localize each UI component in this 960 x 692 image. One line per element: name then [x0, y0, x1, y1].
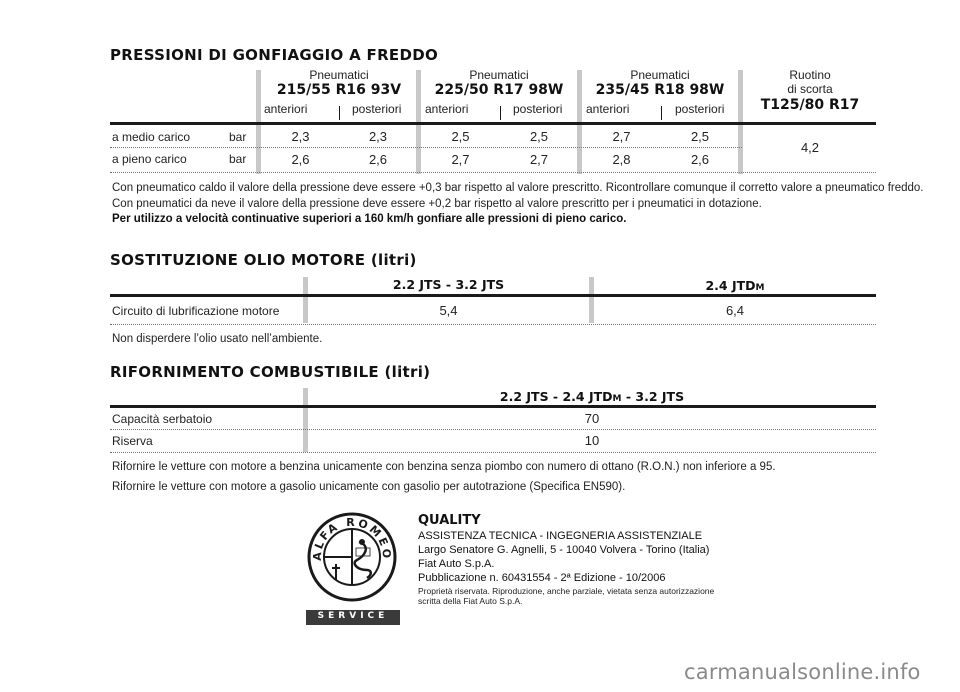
- spare-head: Ruotino: [789, 68, 831, 82]
- pressure-value: 2,8: [612, 152, 631, 167]
- footer-line: Largo Senatore G. Agnelli, 5 - 10040 Volvera - Torino (Italia): [418, 544, 710, 556]
- fuel-bottom-separator: [110, 452, 876, 453]
- oil-value-diesel: 6,4: [725, 303, 745, 318]
- alfa-romeo-logo: [307, 512, 397, 602]
- oil-column-2-header: [594, 277, 876, 295]
- fuel-header-rule: [110, 405, 876, 408]
- pressure-value: 2,3: [291, 129, 310, 144]
- fuel-column-header: [308, 388, 876, 406]
- engine-code: 2.4 JTD: [705, 278, 756, 293]
- spare-sub: di scorta: [787, 82, 833, 96]
- tyre-section-title: PRESSIONI DI GONFIAGGIO A FREDDO: [110, 46, 439, 64]
- rear-label: posteriori: [675, 102, 725, 116]
- engine-code-suffix: M: [755, 283, 765, 293]
- unit-label: bar: [229, 130, 247, 144]
- tyre-head: Pneumatici: [309, 68, 369, 82]
- tyre-head: Pneumatici: [630, 68, 690, 82]
- unit-label: bar: [229, 152, 247, 166]
- pressure-value: 2,6: [291, 152, 310, 167]
- quality-title: QUALITY: [418, 513, 481, 528]
- tyre-column-2-header: [422, 68, 576, 98]
- tyre-note: Con pneumatico caldo il valore della pressione deve essere +0,3 bar rispetto al valore prescritto. Ricontrollare comunque il corretto valore a pneumatico freddo.: [112, 182, 924, 194]
- fuel-row-label: Riserva: [112, 434, 153, 448]
- engines-a: 2.2 JTS - 2.4 JTD: [499, 389, 613, 404]
- pressure-value: 2,5: [690, 129, 710, 144]
- front-label: anteriori: [264, 102, 308, 116]
- fuel-section-title: RIFORNIMENTO COMBUSTIBILE (litri): [110, 363, 431, 381]
- pressure-value: 2,3: [368, 129, 388, 144]
- oil-column-1-header: 2.2 JTS - 3.2 JTS: [392, 277, 505, 292]
- spare-pressure-value: 4,2: [800, 140, 820, 155]
- rear-label: posteriori: [513, 102, 563, 116]
- pressure-value: 2,6: [368, 152, 388, 167]
- service-label: SERVICE: [317, 611, 389, 621]
- table-header-rule: [110, 122, 876, 125]
- table-bottom-separator: [110, 172, 876, 173]
- fuel-row-label: Capacità serbatoio: [112, 412, 213, 426]
- tyre-note: Con pneumatici da neve il valore della pressione deve essere +0,2 bar rispetto al valore prescritto per i pneumatici in dotazione.: [112, 198, 762, 210]
- tyre-size: 225/50 R17 98W: [434, 82, 564, 98]
- oil-section-title: SOSTITUZIONE OLIO MOTORE (litri): [110, 251, 417, 269]
- fuel-value: 10: [584, 433, 600, 448]
- oil-bottom-separator: [110, 324, 876, 325]
- pressure-value: 2,7: [529, 152, 549, 167]
- tyre-head: Pneumatici: [469, 68, 529, 82]
- footer-line: Fiat Auto S.p.A.: [418, 558, 495, 570]
- fuel-value: 70: [584, 411, 600, 426]
- logo-text: ALFA ROMEO: [310, 515, 394, 562]
- fuel-note: Rifornire le vetture con motore a gasolio unicamente con gasolio per autotrazione (Specifica EN590).: [112, 481, 626, 493]
- footer-line: ASSISTENZA TECNICA - INGEGNERIA ASSISTENZIALE: [418, 530, 703, 542]
- footer-line: Pubblicazione n. 60431554 - 2ª Edizione - 10/2006: [418, 572, 666, 584]
- sub-divider: [661, 106, 662, 120]
- front-label: anteriori: [586, 102, 630, 116]
- spare-size: T125/80 R17: [760, 97, 860, 113]
- tyre-size: 235/45 R18 98W: [595, 82, 725, 98]
- sub-divider: [500, 106, 501, 120]
- row-separator: [110, 147, 742, 148]
- pressure-value: 2,5: [529, 129, 549, 144]
- front-label: anteriori: [425, 102, 469, 116]
- alfa-romeo-badge-icon: [307, 512, 397, 602]
- tyre-size: 215/55 R16 93V: [276, 82, 402, 98]
- oil-header-rule: [110, 294, 876, 297]
- sub-divider: [339, 106, 340, 120]
- spare-wheel-header: [745, 68, 875, 113]
- oil-row-label: Circuito di lubrificazione motore: [112, 304, 280, 318]
- tyre-column-1-header: [262, 68, 416, 98]
- footer-fine-print: Proprietà riservata. Riproduzione, anche parziale, vietata senza autorizzazione: [418, 586, 715, 596]
- pressure-value: 2,5: [451, 129, 470, 144]
- rear-label: posteriori: [352, 102, 402, 116]
- pressure-value: 2,6: [690, 152, 710, 167]
- tyre-column-3-header: [583, 68, 737, 98]
- row-label: a medio carico: [112, 130, 191, 144]
- pressure-value: 2,7: [612, 129, 631, 144]
- row-label: a pieno carico: [112, 152, 187, 166]
- footer-fine-print: scritta della Fiat Auto S.p.A.: [418, 596, 523, 606]
- oil-note: Non disperdere l’olio usato nell’ambiente.: [112, 333, 323, 345]
- oil-value-petrol: 5,4: [439, 303, 458, 318]
- engine-code-suffix: M: [612, 394, 622, 404]
- engines-b: - 3.2 JTS: [621, 389, 685, 404]
- watermark-text: carmanualsonline.info: [684, 660, 921, 684]
- tyre-note-bold: Per utilizzo a velocità continuative superiori a 160 km/h gonfiare alle pressioni di pieno carico.: [112, 213, 627, 225]
- pressure-value: 2,7: [451, 152, 470, 167]
- fuel-row-separator: [110, 429, 876, 430]
- fuel-note: Rifornire le vetture con motore a benzina unicamente con benzina senza piombo con numero di ottano (R.O.N.) non inferiore a 95.: [112, 461, 776, 473]
